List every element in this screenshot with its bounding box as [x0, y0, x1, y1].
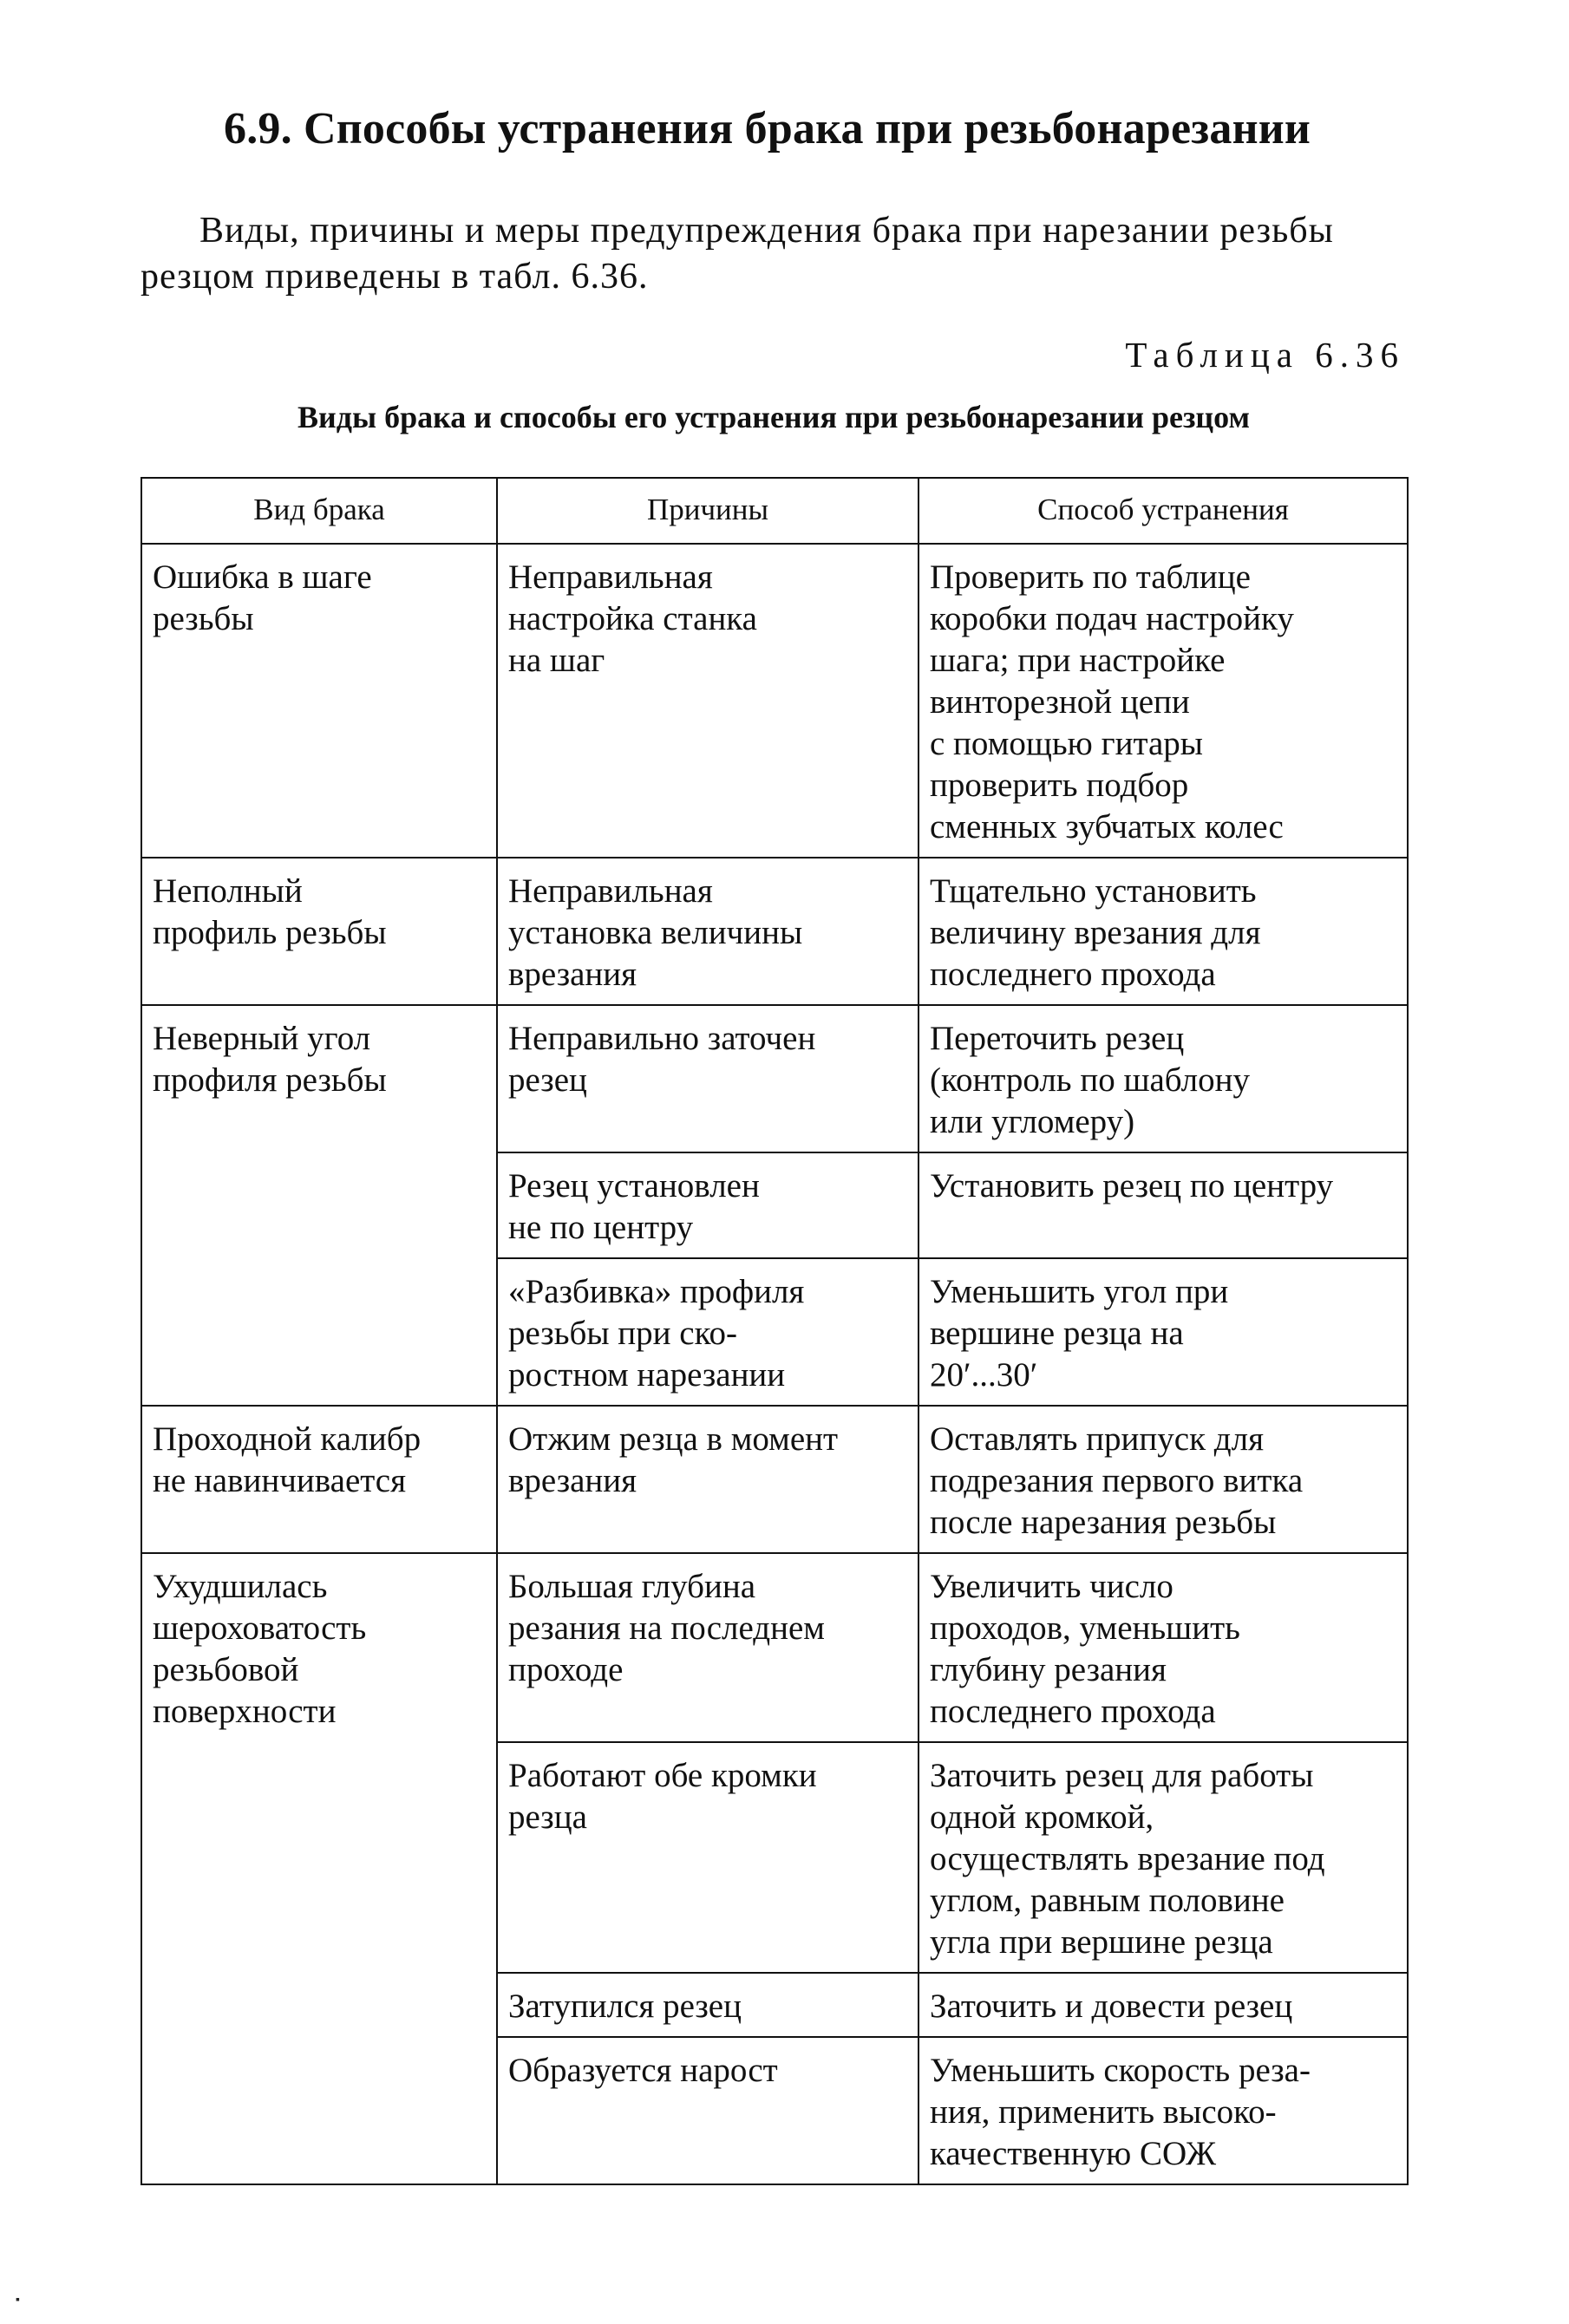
table-caption: Виды брака и способы его устранения при резьбонарезании резцом: [297, 400, 1250, 434]
cause-cell: Неправильно заточен резец: [497, 1005, 919, 1152]
cause-cell: Работают обе кромки резца: [497, 1742, 919, 1973]
cause-cell: Резец установлен не по центру: [497, 1152, 919, 1258]
section-title: 6.9. Способы устранения брака при резьбонарезании: [224, 104, 1311, 153]
remedy-cell: Тщательно установить величину врезания для последнего прохода: [919, 858, 1408, 1005]
table-number: Таблица 6.36: [1125, 335, 1405, 375]
remedy-cell: Установить резец по центру: [919, 1152, 1408, 1258]
scan-speck: ▪: [16, 2294, 20, 2307]
table-row: [141, 1406, 1408, 1553]
remedy-cell: Переточить резец (контроль по шаблону или угломеру): [919, 1005, 1408, 1152]
remedy-cell: Увеличить число проходов, уменьшить глубину резания последнего прохода: [919, 1553, 1408, 1742]
remedy-cell: Заточить и довести резец: [919, 1973, 1408, 2037]
defect-table: [141, 477, 1409, 2185]
defect-cell: Проходной калибр не навинчивается: [141, 1406, 497, 1553]
header-cause: Причины: [497, 478, 919, 544]
table-row: [141, 1553, 1408, 1742]
cause-cell: Большая глубина резания на последнем проходе: [497, 1553, 919, 1742]
intro-paragraph: Виды, причины и меры предупреждения брака при нарезании резьбы резцом приведены в табл. 6.36.: [141, 211, 1334, 297]
cause-cell: Неправильная настройка станка на шаг: [497, 544, 919, 858]
header-defect: Вид брака: [141, 478, 497, 544]
header-remedy: Способ устранения: [919, 478, 1408, 544]
table-row: [141, 1005, 1408, 1152]
remedy-cell: Уменьшить скорость реза- ния, применить высоко- качественную СОЖ: [919, 2037, 1408, 2184]
defect-cell: Неполный профиль резьбы: [141, 858, 497, 1005]
table-header-row: [141, 478, 1408, 544]
cause-cell: Затупился резец: [497, 1973, 919, 2037]
remedy-cell: Заточить резец для работы одной кромкой, осуществлять врезание под углом, равным половине угла при вершине резца: [919, 1742, 1408, 1973]
remedy-cell: Оставлять припуск для подрезания первого витка после нарезания резьбы: [919, 1406, 1408, 1553]
remedy-cell: Уменьшить угол при вершине резца на 20′...30′: [919, 1258, 1408, 1406]
cause-cell: Отжим резца в момент врезания: [497, 1406, 919, 1553]
remedy-cell: Проверить по таблице коробки подач настройку шага; при настройке винторезной цепи с помощью гитары проверить подбор сменных зубчатых колес: [919, 544, 1408, 858]
cause-cell: «Разбивка» профиля резьбы при ско- ростном нарезании: [497, 1258, 919, 1406]
cause-cell: Образуется нарост: [497, 2037, 919, 2184]
defect-cell: Ошибка в шаге резьбы: [141, 544, 497, 858]
table-row: [141, 858, 1408, 1005]
cause-cell: Неправильная установка величины врезания: [497, 858, 919, 1005]
defect-cell: Неверный угол профиля резьбы: [141, 1005, 497, 1406]
table-row: [141, 544, 1408, 858]
defect-cell: Ухудшилась шероховатость резьбовой поверхности: [141, 1553, 497, 2184]
